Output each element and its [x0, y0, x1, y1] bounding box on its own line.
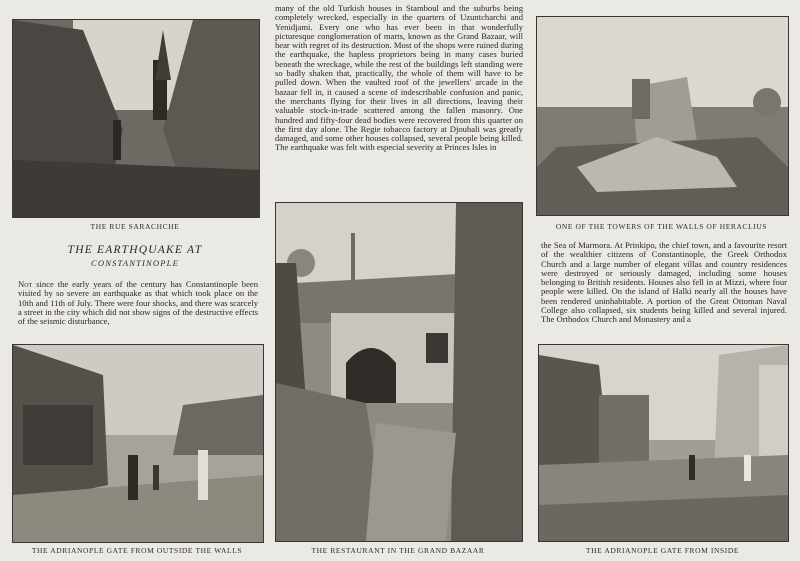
caption-adrianople-outside: THE ADRIANOPLE GATE FROM OUTSIDE THE WALLS [31, 546, 243, 555]
caption-restaurant-grand-bazaar: THE RESTAURANT IN THE GRAND BAZAAR [311, 546, 485, 555]
photo-tower-heraclius [536, 16, 789, 216]
caption-rue-sarachche: THE RUE SARACHCHE [90, 222, 180, 231]
photo-rue-sarachche [12, 19, 260, 218]
article-title: THE EARTHQUAKE AT [67, 244, 203, 256]
article-center-column: many of the old Turkish houses in Stamboul and the suburbs being completely wrecked, especially in the quarters of Uzuntcharchi and Yenidjami. Every one who has ever been in that wonderfully picturesque conglomeration of marts, known as the Grand Bazaar, will hear with regret of its destruction. Most of the shops were ruined during the earthquake, the hapless proprietors being in many cases buried beneath the wreckage, while the rest of the buildings left standing were so badly shaken that, practically, the whole of them will have to be pulled down. When the vaulted roof of the jewellers' arcade in the bazaar fell in, it caused a scene of indescribable confusion and panic, the merchants flying for their lives in all directions, leaving their valuable stock-in-trade scattered among the fallen masonry. One hundred and fifty-four dead bodies were recovered from this quarter on the first day alone. The Regie tobacco factory at Djoubali was greatly damaged, and some other houses collapsed, several people being killed. The earthquake was felt with especial severity at Princes Isles in [275, 4, 523, 153]
photo-restaurant-grand-bazaar [275, 202, 523, 542]
photo-adrianople-outside [12, 344, 264, 543]
article-subtitle: CONSTANTINOPLE [91, 258, 179, 268]
caption-adrianople-inside: THE ADRIANOPLE GATE FROM INSIDE [585, 546, 740, 555]
caption-tower-heraclius: ONE OF THE TOWERS OF THE WALLS OF HERACLIUS [555, 222, 768, 231]
photo-adrianople-inside [538, 344, 789, 542]
intro-lead: Not [18, 280, 33, 289]
article-intro [18, 280, 258, 330]
intro-text: since the early years of the century has Constantinople been visited by so severe an earthquake as that which took place on the 10th and 11th of July. There were four shocks, and there was scarcely a street in the city which did not show signs of the destructive effects of the seismic disturbance, [18, 280, 258, 327]
article-right-column: the Sea of Marmora. At Prinkipo, the chief town, and a favourite resort of the wealthier citizens of Constantinople, the Greek Orthodox Church and a large number of elegant villas and country residences were destroyed or seriously damaged, including some houses belonging to British residents. Houses also fell in at Mizzi, where four people were killed. On the island of Halki nearly all the houses have been rendered uninhabitable. A portion of the Great Ottoman Naval College also collapsed, six students being killed and several injured. The Orthodox Church and Monastery and a [541, 241, 787, 325]
